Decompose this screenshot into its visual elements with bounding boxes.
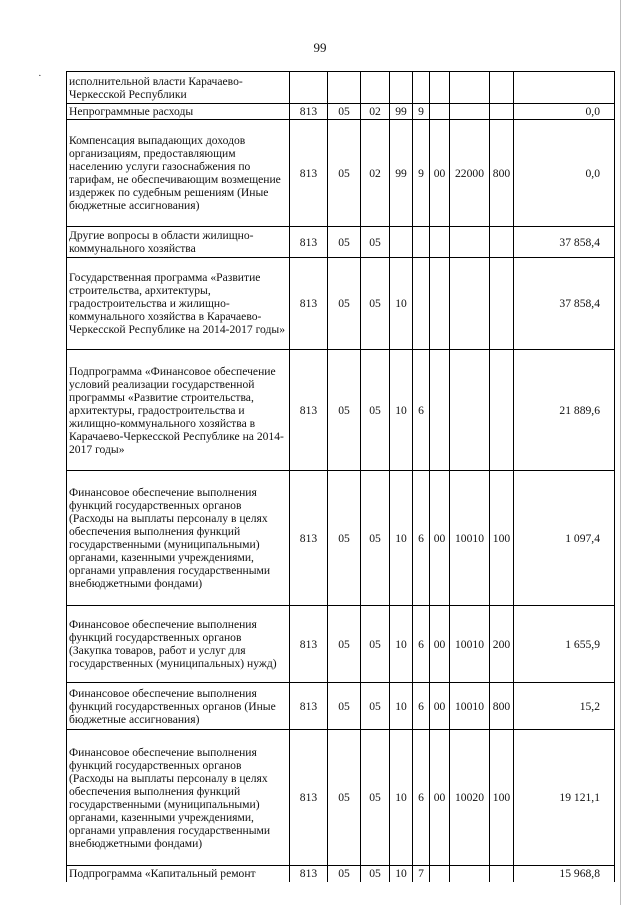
row-name: Финансовое обеспечение выполнения функций государственных органов (Расходы на выплаты персоналу в целях обеспечения выполнения функций государственными (муниципальными) органами, казенными учреждениями, органами управления государственными внебюджетными фондами) — [67, 471, 290, 606]
row-code: 10010 — [450, 471, 490, 606]
row-section: 05 — [328, 471, 361, 606]
table-row — [67, 730, 615, 866]
row-subsection: 05 — [361, 683, 390, 730]
row-amount: 1 097,4 — [514, 471, 615, 606]
row-name: Компенсация выпадающих доходов организациям, предоставляющим населению услуги газоснабжения по тарифам, не обеспечивающим возмещение издержек по судебным решениям (Иные бюджетные ассигнования) — [67, 120, 290, 227]
table-row — [67, 104, 615, 120]
budget-table — [66, 71, 615, 882]
row-expense-type: 800 — [490, 683, 514, 730]
row-expense-type — [490, 104, 514, 120]
row-subprogram: 7 — [413, 866, 430, 882]
row-direction — [430, 104, 450, 120]
row-section: 05 — [328, 350, 361, 471]
row-program: 10 — [390, 730, 413, 866]
row-program: 10 — [390, 350, 413, 471]
row-amount: 21 889,6 — [514, 350, 615, 471]
row-program: 10 — [390, 683, 413, 730]
row-section: 05 — [328, 683, 361, 730]
row-code — [450, 72, 490, 104]
row-code: 10010 — [450, 606, 490, 683]
row-subprogram: 6 — [413, 606, 430, 683]
row-section: 05 — [328, 866, 361, 882]
row-program: 10 — [390, 258, 413, 350]
row-ministry: 813 — [290, 471, 328, 606]
row-code — [450, 227, 490, 258]
row-expense-type: 800 — [490, 120, 514, 227]
row-direction: 00 — [430, 683, 450, 730]
row-ministry: 813 — [290, 104, 328, 120]
row-subprogram: 6 — [413, 471, 430, 606]
row-subprogram: 6 — [413, 350, 430, 471]
row-ministry: 813 — [290, 350, 328, 471]
row-expense-type: 100 — [490, 730, 514, 866]
row-program — [390, 72, 413, 104]
row-name: Другие вопросы в области жилищно-коммунального хозяйства — [67, 227, 290, 258]
row-expense-type — [490, 866, 514, 882]
row-code — [450, 866, 490, 882]
row-amount: 15 968,8 — [514, 866, 615, 882]
row-ministry: 813 — [290, 683, 328, 730]
row-code: 10010 — [450, 683, 490, 730]
row-section: 05 — [328, 227, 361, 258]
row-direction — [430, 227, 450, 258]
row-name: исполнительной власти Карачаево-Черкесской Республики — [67, 72, 290, 104]
table-row — [67, 683, 615, 730]
row-program — [390, 227, 413, 258]
table-row — [67, 120, 615, 227]
row-direction — [430, 72, 450, 104]
row-amount: 37 858,4 — [514, 227, 615, 258]
row-amount: 0,0 — [514, 104, 615, 120]
row-section — [328, 72, 361, 104]
row-subsection: 05 — [361, 606, 390, 683]
row-subsection: 05 — [361, 730, 390, 866]
row-direction — [430, 866, 450, 882]
margin-mark: · — [38, 70, 42, 82]
row-section: 05 — [328, 606, 361, 683]
row-subsection — [361, 72, 390, 104]
table-row — [67, 471, 615, 606]
budget-table-body — [67, 72, 615, 882]
row-program: 10 — [390, 866, 413, 882]
page-number: 99 — [313, 40, 327, 55]
row-amount: 1 655,9 — [514, 606, 615, 683]
table-row — [67, 866, 615, 882]
row-name: Непрограммные расходы — [67, 104, 290, 120]
row-expense-type: 100 — [490, 471, 514, 606]
row-name: Подпрограмма «Финансовое обеспечение условий реализации государственной программы «Развитие строительства, архитектуры, градостроительства и жилищно-коммунального хозяйства в Карачаево-Черкесской Республике на 2014-2017 годы» — [67, 350, 290, 471]
row-program: 99 — [390, 120, 413, 227]
row-section: 05 — [328, 104, 361, 120]
row-section: 05 — [328, 730, 361, 866]
page-edge-line — [620, 0, 621, 905]
row-program: 10 — [390, 606, 413, 683]
row-ministry: 813 — [290, 227, 328, 258]
row-subsection: 05 — [361, 350, 390, 471]
row-subprogram: 6 — [413, 730, 430, 866]
table-row — [67, 606, 615, 683]
row-ministry: 813 — [290, 258, 328, 350]
row-subprogram — [413, 227, 430, 258]
row-ministry: 813 — [290, 866, 328, 882]
row-name: Финансовое обеспечение выполнения функций государственных органов (Расходы на выплаты персоналу в целях обеспечения выполнения функций государственными (муниципальными) органами, казенными учреждениями, органами управления государственными внебюджетными фондами) — [67, 730, 290, 866]
row-name: Финансовое обеспечение выполнения функций государственных органов (Закупка товаров, работ и услуг для государственных (муниципальных) нужд) — [67, 606, 290, 683]
row-amount: 0,0 — [514, 120, 615, 227]
row-section: 05 — [328, 258, 361, 350]
row-subprogram: 9 — [413, 120, 430, 227]
row-amount: 19 121,1 — [514, 730, 615, 866]
row-section: 05 — [328, 120, 361, 227]
row-program: 99 — [390, 104, 413, 120]
row-expense-type — [490, 350, 514, 471]
table-row — [67, 227, 615, 258]
table-row — [67, 258, 615, 350]
row-code: 10020 — [450, 730, 490, 866]
row-expense-type — [490, 258, 514, 350]
row-subprogram: 9 — [413, 104, 430, 120]
table-row — [67, 350, 615, 471]
row-direction: 00 — [430, 730, 450, 866]
row-amount: 15,2 — [514, 683, 615, 730]
row-expense-type — [490, 227, 514, 258]
row-name: Подпрограмма «Капитальный ремонт — [67, 866, 290, 882]
row-subprogram: 6 — [413, 683, 430, 730]
row-program: 10 — [390, 471, 413, 606]
row-expense-type: 200 — [490, 606, 514, 683]
row-amount: 37 858,4 — [514, 258, 615, 350]
table-row — [67, 72, 615, 104]
row-ministry: 813 — [290, 606, 328, 683]
row-subsection: 05 — [361, 258, 390, 350]
row-subsection: 05 — [361, 471, 390, 606]
row-subsection: 02 — [361, 104, 390, 120]
row-direction: 00 — [430, 606, 450, 683]
row-code — [450, 350, 490, 471]
row-name: Финансовое обеспечение выполнения функций государственных органов (Иные бюджетные ассигнования) — [67, 683, 290, 730]
row-amount — [514, 72, 615, 104]
row-subprogram — [413, 72, 430, 104]
row-direction: 00 — [430, 471, 450, 606]
row-subprogram — [413, 258, 430, 350]
row-direction — [430, 350, 450, 471]
row-direction — [430, 258, 450, 350]
row-code: 22000 — [450, 120, 490, 227]
row-ministry: 813 — [290, 120, 328, 227]
row-direction: 00 — [430, 120, 450, 227]
row-code — [450, 258, 490, 350]
row-subsection: 05 — [361, 227, 390, 258]
row-subsection: 02 — [361, 120, 390, 227]
row-ministry: 813 — [290, 730, 328, 866]
row-ministry — [290, 72, 328, 104]
row-expense-type — [490, 72, 514, 104]
row-subsection: 05 — [361, 866, 390, 882]
row-name: Государственная программа «Развитие строительства, архитектуры, градостроительства и жилищно-коммунального хозяйства в Карачаево-Черкесской Республике на 2014-2017 годы» — [67, 258, 290, 350]
row-code — [450, 104, 490, 120]
